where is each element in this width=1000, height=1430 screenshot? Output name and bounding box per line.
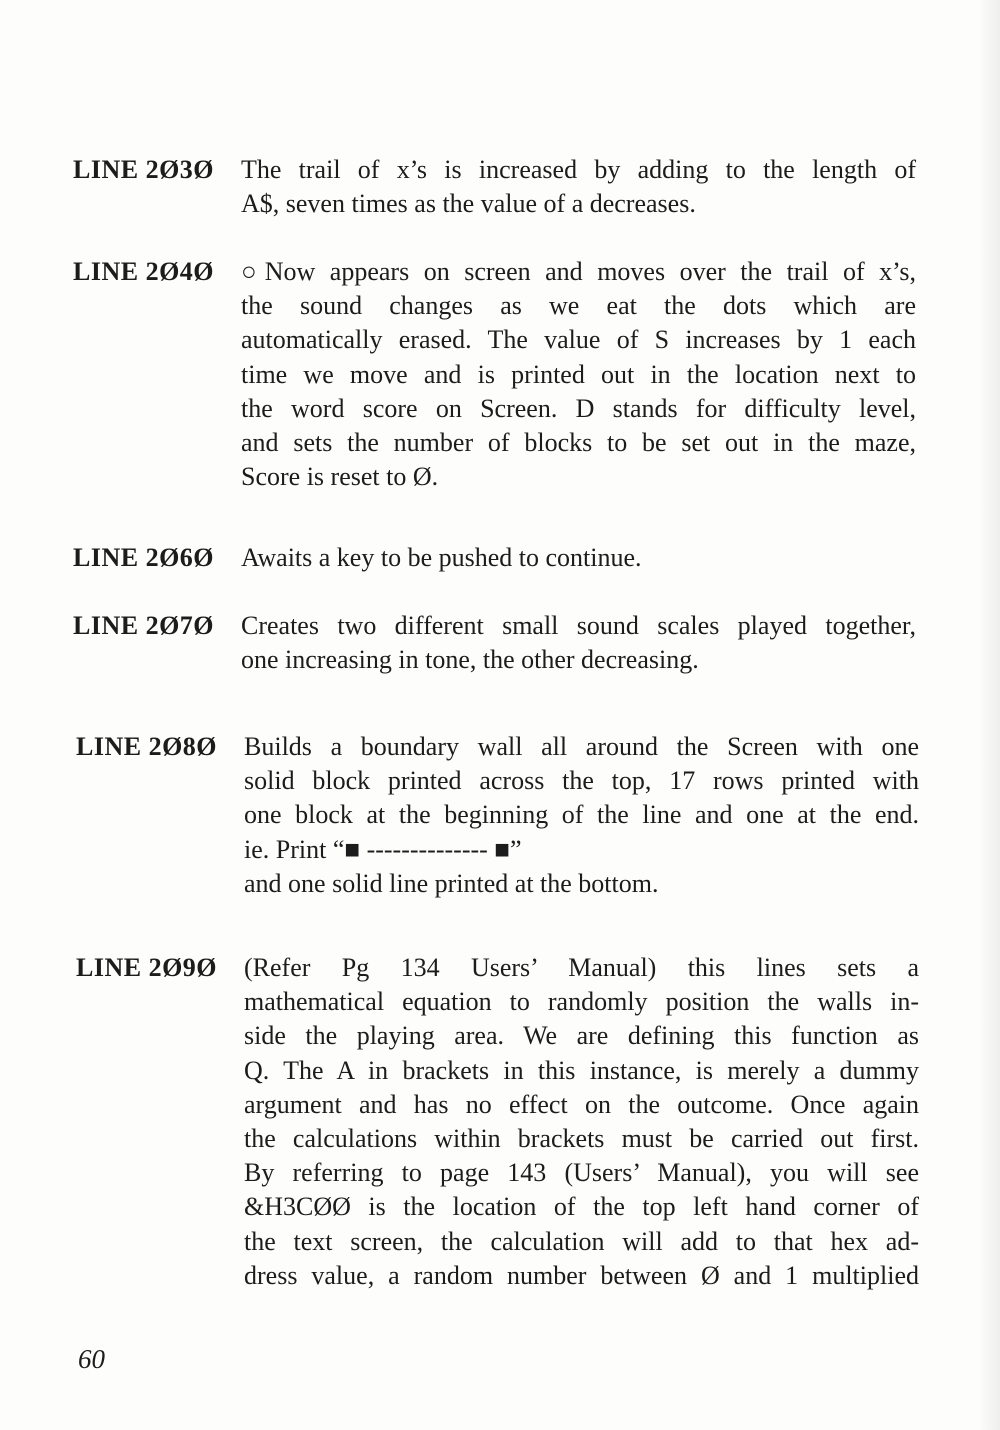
text-line: the text screen, the calculation will add to that hex ad- [244, 1226, 919, 1256]
text-line: the sound changes as we eat the dots which are [241, 291, 916, 321]
text-line: the word score on Screen. D stands for difficulty level, [241, 393, 916, 423]
text-line: one increasing in tone, the other decreasing. [241, 645, 699, 675]
page-number: 60 [78, 1344, 105, 1374]
page-edge-shadow [978, 0, 1000, 1430]
entry-label: LINE 2Ø3Ø [73, 155, 215, 184]
entry-label: LINE 2Ø9Ø [76, 953, 218, 982]
entry-description [241, 609, 916, 677]
text-line: ie. Print “■ -------------- ■” [244, 834, 522, 864]
entry-description [241, 255, 916, 494]
text-line: one block at the beginning of the line and one at the end. [244, 800, 919, 830]
entry-label: LINE 2Ø7Ø [73, 611, 215, 640]
text-line: the calculations within brackets must be carried out first. [244, 1124, 919, 1154]
text-line: and sets the number of blocks to be set out in the maze, [241, 428, 916, 458]
entry-description [241, 541, 916, 575]
text-line: Creates two different small sound scales played together, [241, 611, 916, 640]
text-line: Awaits a key to be pushed to continue. [241, 543, 642, 572]
text-line: mathematical equation to randomly position the walls in- [244, 987, 919, 1017]
text-line: side the playing area. We are defining this function as [244, 1021, 919, 1051]
entry-description [244, 730, 919, 901]
text-line: Builds a boundary wall all around the Screen with one [244, 732, 919, 761]
text-line: automatically erased. The value of S increases by 1 each [241, 325, 916, 355]
text-line: (Refer Pg 134 Users’ Manual) this lines sets a [244, 953, 919, 982]
text-line: Score is reset to Ø. [241, 462, 439, 492]
text-line: solid block printed across the top, 17 rows printed with [244, 766, 919, 796]
text-line: dress value, a random number between Ø and 1 multiplied [244, 1260, 919, 1290]
text-line: &H3CØØ is the location of the top left hand corner of [244, 1192, 919, 1222]
text-line: time we move and is printed out in the location next to [241, 359, 916, 389]
entry-label: LINE 2Ø6Ø [73, 543, 215, 572]
text-line: and one solid line printed at the bottom. [244, 868, 659, 898]
entry-label: LINE 2Ø4Ø [73, 257, 215, 286]
text-line: The trail of x’s is increased by adding to the length of [241, 155, 916, 184]
text-line: argument and has no effect on the outcome. Once again [244, 1089, 919, 1119]
entry-description [241, 153, 916, 221]
text-line: ○Now appears on screen and moves over the trail of x’s, [241, 257, 916, 286]
text-line: By referring to page 143 (Users’ Manual), you will see [244, 1158, 919, 1188]
text-line: A$, seven times as the value of a decreases. [241, 189, 696, 219]
entry-description [244, 951, 919, 1293]
entry-label: LINE 2Ø8Ø [76, 732, 218, 761]
text-line: Q. The A in brackets in this instance, is merely a dummy [244, 1055, 919, 1085]
